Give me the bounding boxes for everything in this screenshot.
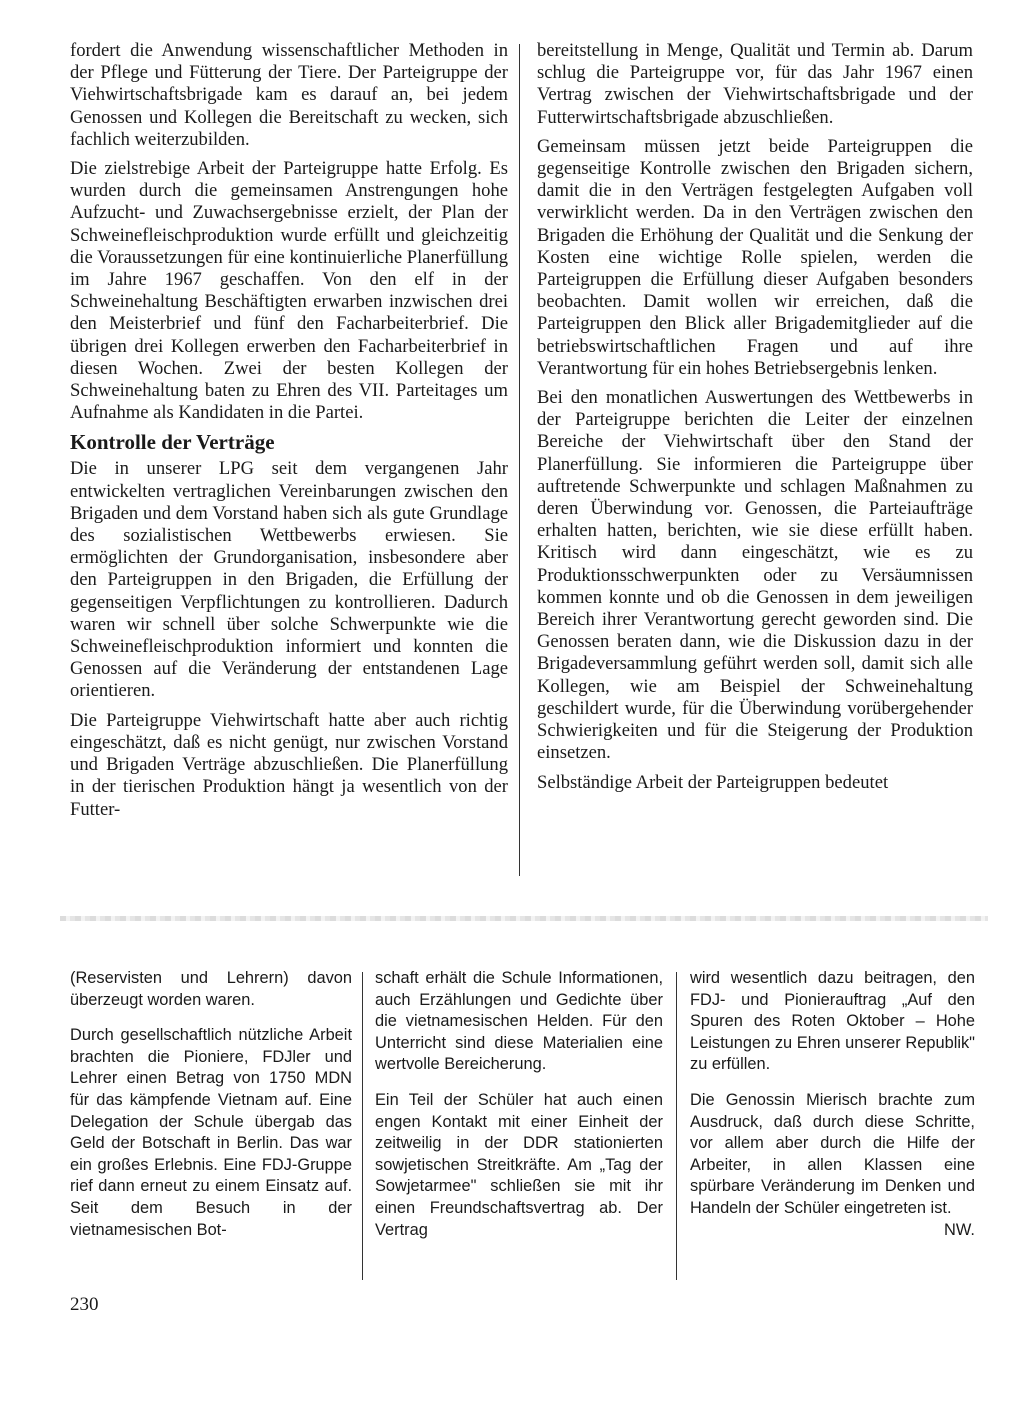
paragraph: Die zielstrebige Arbeit der Parteigruppe hatte Erfolg. Es wurden durch die gemeinsamen Anstrengungen hohe Aufzucht- und Zuwachsergebnisse erzielt, der Plan der Schweinefleischproduktion wurde erfüllt und gleichzeitig die Voraussetzungen für eine kontinuierliche Planerfüllung im Jahre 1967 geschaffen. Von den elf in der Schweinehaltung Beschäftigten erwarben inzwischen drei den Meisterbrief und fünf den Facharbeiterbrief. Die übrigen drei Kollegen erwerben den Facharbeiterbrief in diesen Wochen. Zwei der besten Kollegen der Schweinehaltung baten zu Ehren des VII. Parteitages um Aufnahme als Kandidaten in die Partei.: [70, 158, 508, 424]
page-number: 230: [70, 1294, 99, 1315]
section-separator: [60, 916, 988, 921]
paragraph: [690, 1090, 975, 1239]
paragraph: Selbständige Arbeit der Parteigruppen bedeutet: [537, 771, 889, 793]
paragraph: schaft erhält die Schule Informationen, auch Erzählungen und Gedichte über die vietnamesischen Helden. Für den Unterricht sind diese Materialien eine wertvolle Bereicherung.: [375, 969, 663, 1074]
top-left-column: [70, 40, 508, 821]
column-divider: [362, 972, 363, 1280]
bottom-column-1: [70, 968, 352, 1241]
top-right-column: [537, 40, 973, 794]
author-signature: NW.: [944, 1220, 975, 1239]
paragraph: Ein Teil der Schüler hat auch einen engen Kontakt mit einer Einheit der zeitweilig in der DDR stationierten sowjetischen Streitkräfte. Am „Tag der Sowjetarmee" schließen sie mit ihr einen Freundschaftsvertrag ab. Der Vertrag: [375, 1090, 663, 1239]
section-heading: Kontrolle der Verträge: [70, 430, 275, 455]
column-divider: [676, 972, 677, 1280]
bottom-column-2: [375, 968, 663, 1241]
paragraph: Gemeinsam müssen jetzt beide Parteigruppen die gegenseitige Kontrolle zwischen den Brigaden sichern, damit die in den Verträgen festgelegten Aufgaben voll verwirklicht werden. Da in den Verträgen zwischen den Brigaden die Erhöhung der Qualität und die Senkung der Kosten eine wichtige Rolle spielen, werden die Parteigruppen die Erfüllung dieser Aufgaben besonders beobachten. Damit wollen wir erreichen, daß die Parteigruppen den Blick aller Brigademitglieder auf die betriebswirtschaftlichen Fragen und auf ihre Verantwortung für ein hohes Betriebsergebnis lenken.: [537, 135, 973, 379]
paragraph-text: Die Genossin Mierisch brachte zum Ausdruck, daß durch diese Schritte, vor allem aber durch die Hilfe der Arbeiter, in allen Klassen eine spürbare Veränderung im Denken und Handeln der Schüler eingetreten ist.: [690, 1090, 975, 1217]
paragraph: Die in unserer LPG seit dem vergangenen Jahr entwickelten vertraglichen Vereinbarungen zwischen den Brigaden und dem Vorstand haben sich als gute Grundlage des sozialistischen Wettbewerbs erwiesen. Sie ermöglichten der Grundorganisation, insbesondere aber den Parteigruppen in den Brigaden, die Erfüllung der gegenseitigen Verpflichtungen zu kontrollieren. Dadurch waren wir schnell über solche Schwerpunkte wie die Schweinefleischproduktion informiert und konnten die Genossen auf die Veränderung der entstandenen Lage orientieren.: [70, 458, 508, 702]
paragraph: bereitstellung in Menge, Qualität und Termin ab. Darum schlug die Parteigruppe vor, für das Jahr 1967 einen Vertrag zwischen der Viehwirtschaftsbrigade und der Futterwirtschaftsbrigade abzuschließen.: [537, 40, 973, 128]
bottom-column-3: [690, 968, 975, 1241]
paragraph: Die Parteigruppe Viehwirtschaft hatte aber auch richtig eingeschätzt, daß es nicht genügt, nur zwischen Vorstand und Brigaden Verträge abzuschließen. Die Planerfüllung in der tierischen Produktion hängt ja wesentlich von der Futter-: [70, 709, 508, 820]
paragraph: Bei den monatlichen Auswertungen des Wettbewerbs in der Parteigruppe berichten die Leiter der einzelnen Bereiche der Viehwirtschaft über den Stand der Planerfüllung. Sie informieren die Parteigruppe über auftretende Schwerpunkte und schlagen Maßnahmen zu deren Überwindung vor. Genossen, die Parteiaufträge erhalten hatten, berichten, wie sie diese erfüllt haben. Kritisch wird dann eingeschätzt, wie es zu Produktionsschwerpunkten oder zu Versäumnissen kommen konnte und ob die Genossen in dem jeweiligen Bereich ihrer Verantwortung gerecht geworden sind. Die Genossen beraten dann, wie die Diskussion dazu in der Brigadeversammlung geführt werden soll, damit sich alle Kollegen, wie am Beispiel der Schweinehaltung geschildert wurde, für die Überwindung vorübergehender Schwierigkeiten und für die Steigerung der Produktion einsetzen.: [537, 387, 973, 764]
paragraph: wird wesentlich dazu beitragen, den FDJ- und Pionierauftrag „Auf den Spuren des Roten Oktober – Hohe Leistungen zu Ehren unserer Republik" zu erfüllen.: [690, 969, 975, 1074]
paragraph: fordert die Anwendung wissenschaftlicher Methoden in der Pflege und Fütterung der Tiere. Der Parteigruppe der Viehwirtschaftsbrigade kam es darauf an, bei jedem Genossen und Kollegen die Bereitschaft zu wecken, sich fachlich weiterzubilden.: [70, 40, 508, 150]
paragraph: (Reservisten und Lehrern) davon überzeugt worden waren.: [70, 969, 352, 1009]
column-divider: [519, 44, 520, 876]
paragraph: Durch gesellschaftlich nützliche Arbeit brachten die Pioniere, FDJler und Lehrer einen Betrag von 1750 MDN für das kämpfende Vietnam auf. Eine Delegation der Schule übergab das Geld der Botschaft in Berlin. Das war ein großes Erlebnis. Eine FDJ-Gruppe rief dann erneut zu einem Einsatz auf. Seit dem Besuch in der vietnamesischen Bot-: [70, 1026, 352, 1239]
